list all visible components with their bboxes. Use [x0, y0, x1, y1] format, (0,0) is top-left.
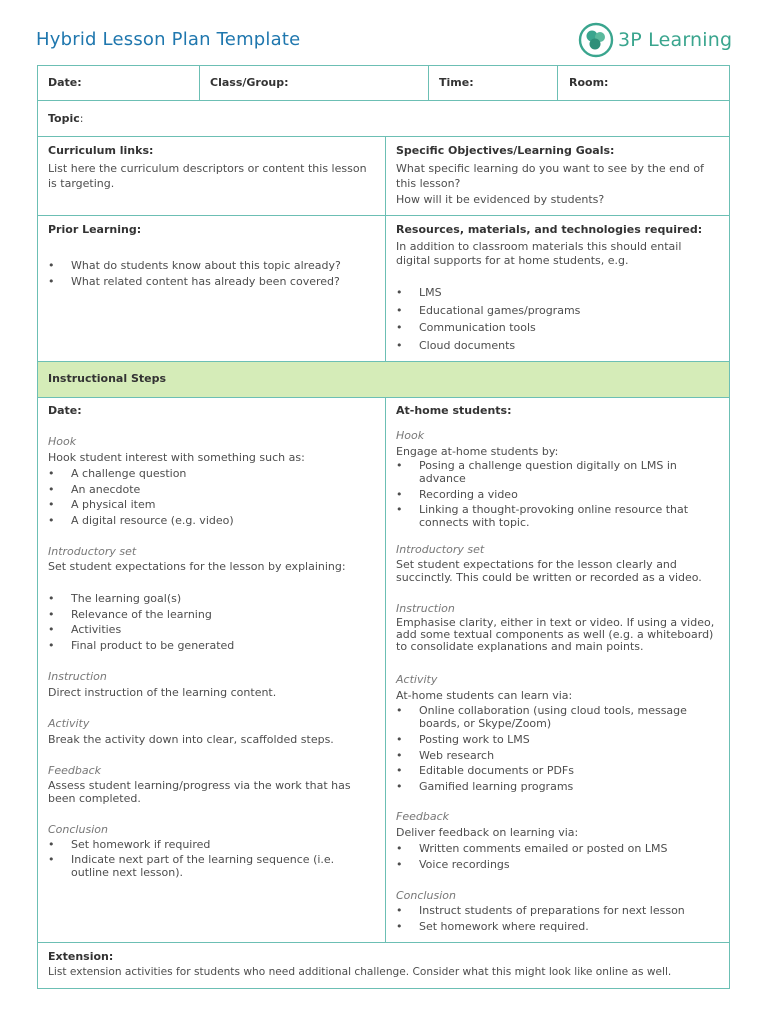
list-item: • Posting work to LMS	[396, 732, 706, 748]
col-divider	[428, 65, 429, 101]
list-item: • LMS	[396, 284, 721, 302]
prior-list	[48, 258, 378, 289]
classroom-instruction-title: Instruction	[48, 670, 107, 683]
athome-activity-title: Activity	[396, 673, 438, 686]
athome-hook-title: Hook	[396, 429, 425, 442]
classroom-intro-text: Set student expectations for the lesson by explaining:	[48, 560, 346, 573]
classroom-feedback-title: Feedback	[48, 764, 101, 777]
athome-feedback-list	[396, 841, 711, 872]
list-item: • A digital resource (e.g. video)	[48, 513, 378, 529]
extension-text: List extension activities for students who need additional challenge. Consider what this might look like online as well.	[48, 966, 672, 978]
col-divider	[385, 136, 386, 362]
resources-label: Resources, materials, and technologies required:	[396, 223, 703, 236]
list-item: • Final product to be generated	[48, 638, 378, 654]
col-divider	[557, 65, 558, 101]
classroom-hook-text: Hook student interest with something such as:	[48, 451, 305, 464]
athome-intro-text: Set student expectations for the lesson clearly and succinctly. This could be written or recorded as a video.	[396, 558, 702, 584]
classroom-intro-title: Introductory set	[48, 545, 137, 558]
classroom-conclusion-title: Conclusion	[48, 823, 108, 836]
logo-text: 3P Learning	[618, 29, 733, 51]
objectives-line1: What specific learning do you want to see by the end of this lesson?	[396, 162, 704, 190]
classroom-feedback-text: Assess student learning/progress via the work that has been completed.	[48, 779, 351, 805]
athome-conclusion-title: Conclusion	[396, 889, 456, 902]
topic-field[interactable]	[48, 111, 83, 126]
athome-instruction-text: Emphasise clarity, either in text or video. If using a video, add some textual components as well (e.g. a whiteboard) to consolidate explanations and main points.	[396, 616, 715, 653]
row-divider	[37, 136, 730, 137]
list-item: • Editable documents or PDFs	[396, 763, 706, 779]
resources-text: In addition to classroom materials this should entail digital supports for at home students, e.g.	[396, 240, 682, 267]
list-item: • Set homework if required	[48, 837, 363, 853]
classroom-activity-text: Break the activity down into clear, scaffolded steps.	[48, 733, 334, 746]
list-item: • Posing a challenge question digitally on LMS in advance	[396, 459, 706, 485]
objectives-label: Specific Objectives/Learning Goals:	[396, 144, 615, 157]
classroom-instruction-text: Direct instruction of the learning content.	[48, 686, 277, 699]
list-item: • Educational games/programs	[396, 302, 721, 320]
list-item: • Activities	[48, 622, 378, 638]
list-item: • Web research	[396, 748, 706, 764]
list-item: • Written comments emailed or posted on LMS	[396, 841, 711, 857]
list-item: • Voice recordings	[396, 857, 711, 873]
room-label[interactable]: Room:	[569, 76, 609, 89]
resources-list	[396, 284, 721, 354]
curriculum-label: Curriculum links:	[48, 144, 154, 157]
list-item: • A physical item	[48, 497, 378, 513]
row-divider	[37, 942, 730, 943]
curriculum-text: List here the curriculum descriptors or content this lesson is targeting.	[48, 162, 367, 190]
list-item: • A challenge question	[48, 466, 378, 482]
classroom-hook-list	[48, 466, 378, 528]
classroom-date-label: Date:	[48, 404, 82, 417]
time-label[interactable]: Time:	[439, 76, 474, 89]
list-item: • Set homework where required.	[396, 919, 716, 935]
row-divider	[37, 215, 730, 216]
row-divider	[37, 397, 730, 398]
logo	[578, 22, 732, 58]
athome-feedback-title: Feedback	[396, 810, 449, 823]
athome-feedback-text: Deliver feedback on learning via:	[396, 826, 579, 839]
page-title: Hybrid Lesson Plan Template	[36, 29, 301, 50]
list-item: • Indicate next part of the learning sequence (i.e. outline next lesson).	[48, 853, 363, 879]
topic-label: Topic	[48, 112, 80, 125]
athome-activity-list	[396, 704, 706, 794]
athome-conclusion-list	[396, 903, 716, 934]
list-item: • What related content has already been covered?	[48, 274, 378, 290]
extension-label: Extension:	[48, 950, 114, 963]
topic-suffix: :	[79, 112, 84, 125]
objectives-line2: How will it be evidenced by students?	[396, 193, 605, 206]
classroom-hook-title: Hook	[48, 435, 77, 448]
list-item: • Relevance of the learning	[48, 607, 378, 623]
col-divider	[385, 397, 386, 943]
3p-learning-leaf-icon	[578, 22, 614, 58]
date-label[interactable]: Date:	[48, 76, 82, 89]
list-item: • Instruct students of preparations for next lesson	[396, 903, 716, 919]
athome-label: At-home students:	[396, 404, 512, 417]
athome-hook-list	[396, 459, 706, 529]
list-item: • Cloud documents	[396, 337, 721, 355]
list-item: • An anecdote	[48, 482, 378, 498]
list-item: • Gamified learning programs	[396, 779, 706, 795]
classroom-intro-list	[48, 591, 378, 653]
prior-label: Prior Learning:	[48, 223, 142, 236]
athome-instruction-title: Instruction	[396, 602, 455, 615]
athome-activity-text: At-home students can learn via:	[396, 689, 573, 702]
classroom-activity-title: Activity	[48, 717, 90, 730]
classroom-conclusion-list	[48, 837, 363, 879]
athome-hook-text: Engage at-home students by:	[396, 445, 559, 458]
list-item: • Online collaboration (using cloud tools, message boards, or Skype/Zoom)	[396, 704, 706, 730]
row-divider	[37, 100, 730, 101]
list-item: • The learning goal(s)	[48, 591, 378, 607]
athome-intro-title: Introductory set	[396, 543, 485, 556]
list-item: • Linking a thought-provoking online resource that connects with topic.	[396, 503, 706, 529]
instructional-steps-heading: Instructional Steps	[48, 372, 167, 385]
list-item: • Communication tools	[396, 319, 721, 337]
list-item: • Recording a video	[396, 487, 706, 503]
class-group-label[interactable]: Class/Group:	[210, 76, 289, 89]
col-divider	[199, 65, 200, 101]
list-item: • What do students know about this topic already?	[48, 258, 378, 274]
